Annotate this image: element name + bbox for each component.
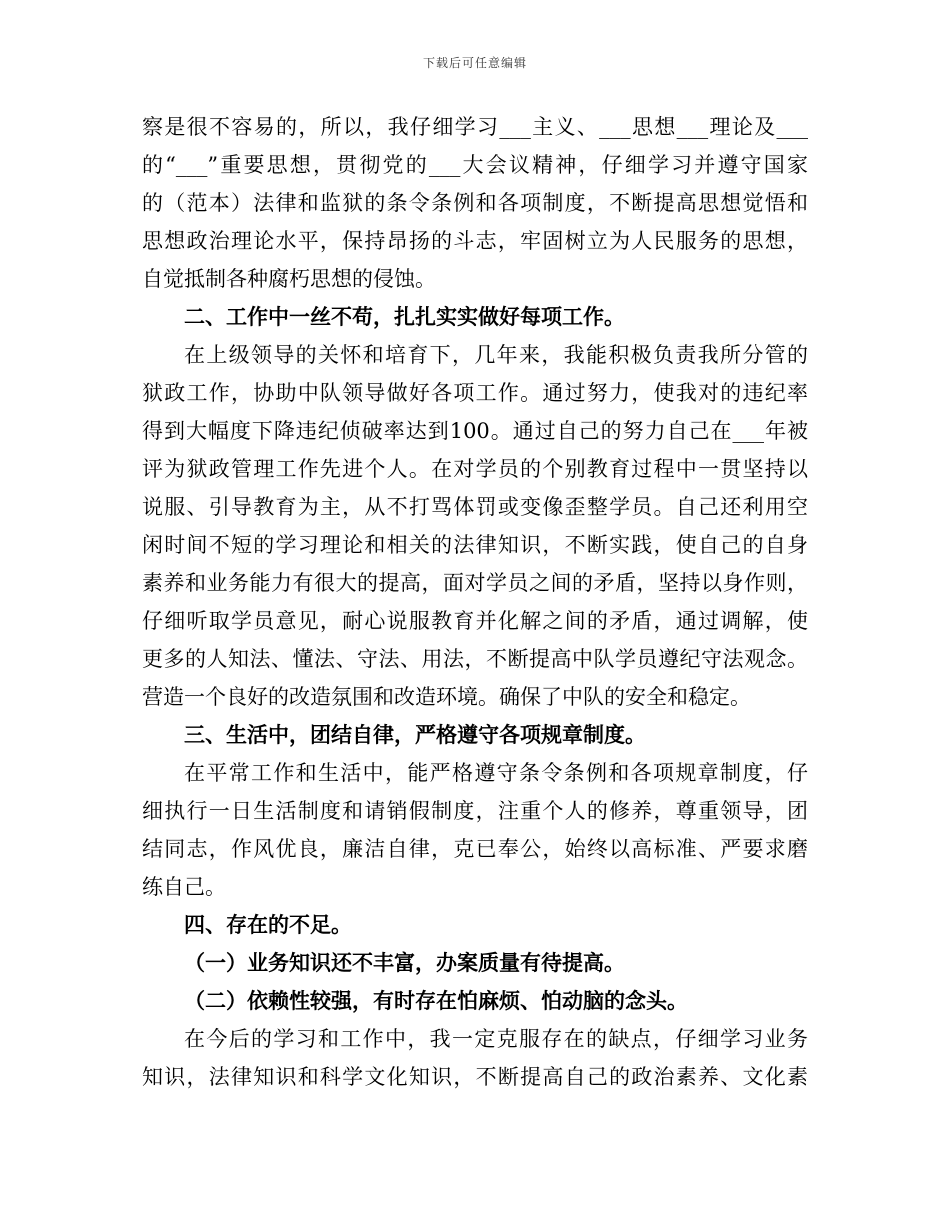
paragraph-line: 思想政治理论水平，保持昂扬的斗志，牢固树立为人民服务的思想， (142, 229, 808, 253)
paragraph-line: 在平常工作和生活中，能严格遵守条令条例和各项规章制度，仔 (184, 761, 808, 785)
paragraph-line: 得到大幅度下降违纪侦破率达到100。通过自己的努力自己在___年被 (142, 419, 808, 443)
page-header: 下载后可任意编辑 (422, 56, 527, 70)
section-heading: 二、工作中一丝不苟，扎扎实实做好每项工作。 (184, 304, 625, 329)
paragraph-line: 结同志，作风优良，廉洁自律，克已奉公，始终以高标准、严要求磨 (142, 837, 808, 861)
paragraph-line: 仔细听取学员意见，耐心说服教育并化解之间的矛盾，通过调解，使 (142, 609, 808, 633)
section-heading: （二）依赖性较强，有时存在怕麻烦、怕动脑的念头。 (184, 988, 688, 1013)
paragraph-line: 狱政工作，协助中队领导做好各项工作。通过努力，使我对的违纪率 (142, 381, 808, 405)
paragraph-line: 闲时间不短的学习理论和相关的法律知识，不断实践，使自己的自身 (142, 533, 808, 557)
paragraph-line: 评为狱政管理工作先进个人。在对学员的个别教育过程中一贯坚持以 (142, 457, 808, 481)
section-heading: （一）业务知识还不丰富，办案质量有待提高。 (184, 950, 625, 975)
paragraph-line: 在今后的学习和工作中，我一定克服存在的缺点，仔细学习业务 (184, 1027, 808, 1051)
paragraph-line: 自觉抵制各种腐朽思想的侵蚀。 (142, 267, 436, 291)
paragraph-line: 练自己。 (142, 875, 226, 899)
paragraph-line: 更多的人知法、懂法、守法、用法，不断提高中队学员遵纪守法观念。 (142, 647, 808, 671)
paragraph-line: 的“___”重要思想，贯彻党的___大会议精神，仔细学习并遵守国家 (142, 153, 808, 177)
section-heading: 四、存在的不足。 (184, 912, 352, 937)
document-body (142, 108, 808, 1096)
section-heading: 三、生活中，团结自律，严格遵守各项规章制度。 (184, 722, 646, 747)
paragraph-line: 素养和业务能力有很大的提高，面对学员之间的矛盾，坚持以身作则， (142, 571, 808, 595)
paragraph-line: 的（范本）法律和监狱的条令条例和各项制度，不断提高思想觉悟和 (142, 191, 808, 215)
paragraph-line: 在上级领导的关怀和培育下，几年来，我能积极负责我所分管的 (184, 343, 808, 367)
paragraph-line: 营造一个良好的改造氛围和改造环境。确保了中队的安全和稳定。 (142, 685, 751, 709)
paragraph-line: 知识，法律知识和科学文化知识，不断提高自己的政治素养、文化素 (142, 1065, 808, 1089)
paragraph-line: 察是很不容易的，所以，我仔细学习___主义、___思想___理论及___ (142, 115, 808, 139)
paragraph-line: 说服、引导教育为主，从不打骂体罚或变像歪整学员。自己还利用空 (142, 495, 808, 519)
paragraph-line: 细执行一日生活制度和请销假制度，注重个人的修养，尊重领导，团 (142, 799, 808, 823)
